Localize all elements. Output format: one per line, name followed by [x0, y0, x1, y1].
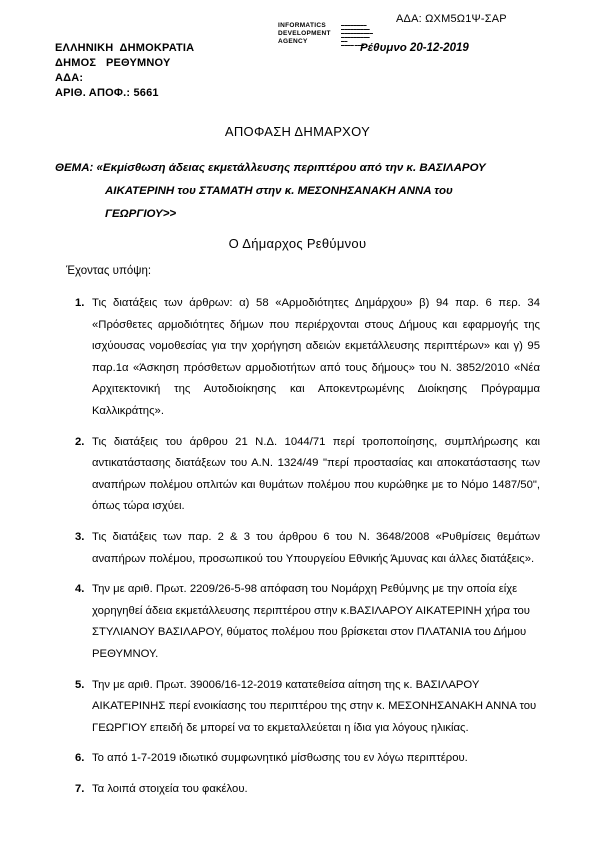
- list-item: [72, 527, 540, 570]
- subject-block: [55, 157, 515, 226]
- item-number: 7.: [75, 782, 85, 795]
- item-number: 6.: [75, 752, 85, 765]
- item-text: Τα λοιπά στοιχεία του φακέλου.: [92, 782, 248, 795]
- subject-line: ΓΕΩΡΓΙΟΥ>>: [105, 208, 177, 220]
- item-number: 1.: [75, 297, 85, 309]
- item-text: Την με αριθ. Πρωτ. 39006/16-12-2019 κατατεθείσα αίτηση της κ. ΒΑΣΙΛΑΡΟΥ ΑΙΚΑΤΕΡΙΝΗΣ περί ενοικίασης του περιπτέρου της στην κ. ΜΕΣΟΝΗΣΑΝΑΚΗ ΑΝΝΑ του ΓΕΩΡΓΙΟΥ επειδή δε μπορεί να το εκμεταλλεύεται η ίδια για λόγους ηλικίας.: [92, 678, 537, 734]
- item-text: Τις διατάξεις των παρ. 2 & 3 του άρθρου 6 του Ν. 3648/2008 «Ρυθμίσεις θεμάτων αναπήρων πολέμου, προσωπικού του Υπουργείου Εθνικής Άμυνας και άλλες διατάξεις».: [92, 530, 540, 565]
- subject-line: ΑΙΚΑΤΕΡΙΝΗ του ΣΤΑΜΑΤΗ στην κ. ΜΕΣΟΝΗΣΑΝΑΚΗ ΑΝΝΑ του: [105, 185, 453, 197]
- header-decision-number: ΑΡΙΘ. ΑΠΟΦ.: 5661: [55, 87, 159, 99]
- list-item: [72, 293, 540, 423]
- signature-metadata-smudge: ▬▬▬▬▬▬▬▬ ▬▬▬▬▬▬▬▬▬ ▬▬▬▬▬▬▬▬▬▬ ▬▬▬▬▬▬▬▬▬ ▬▬ ▬▬▬▬ ▬▬▬: [341, 23, 373, 48]
- signature-agency-label: [278, 22, 331, 46]
- list-item: [72, 675, 540, 740]
- item-number: 4.: [75, 583, 85, 596]
- considering-label: Έχοντας υπόψη:: [66, 265, 152, 277]
- list-item: [72, 748, 540, 770]
- document-title: ΑΠΟΦΑΣΗ ΔΗΜΑΡΧΟΥ: [224, 124, 371, 139]
- signature-agency-line: INFORMATICS: [278, 22, 326, 29]
- header-municipality: ΔΗΜΟΣ ΡΕΘΥΜΝΟΥ: [55, 57, 171, 69]
- header-ada: ΑΔΑ:: [55, 72, 84, 84]
- item-number: 2.: [75, 435, 85, 448]
- item-number: 5.: [75, 678, 85, 691]
- item-text: Τις διατάξεις των άρθρων: α) 58 «Αρμοδιότητες Δημάρχου» β) 94 παρ. 6 περ. 34 «Πρόσθετες αρμοδιότητες δήμων που περιέρχονται στους Δήμους και εφαρμογής της ισχύουσας νομοθεσίας για την χορήγηση αδειών εκμετάλλευσης περιπτέρων» και γ) 95 παρ.1α «Άσκηση πρόσθετων αρμοδιοτήτων από τους δήμους» του Ν. 3852/2010 «Νέα Αρχιτεκτονική της Αυτοδιοίκησης και Αποκεντρωμένης Διοίκησης Πρόγραμμα Καλλικράτης».: [92, 297, 540, 417]
- item-number: 3.: [75, 530, 85, 543]
- item-text: Το από 1-7-2019 ιδιωτικό συμφωνητικό μίσθωσης του εν λόγω περιπτέρου.: [92, 752, 468, 765]
- signature-agency-line: DEVELOPMENT: [278, 30, 331, 37]
- mayor-heading: Ο Δήμαρχος Ρεθύμνου: [228, 236, 367, 251]
- considerations-list: [72, 293, 540, 809]
- digital-signature-stamp: [278, 22, 498, 58]
- subject-line: ΘΕΜΑ: «Εκμίσθωση άδειας εκμετάλλευσης περιπτέρου από την κ. ΒΑΣΙΛΑΡΟΥ: [55, 162, 486, 174]
- header-country: ΕΛΛΗΝΙΚΗ ΔΗΜΟΚΡΑΤΙΑ: [55, 42, 195, 54]
- list-item: [72, 579, 540, 665]
- list-item: [72, 779, 540, 801]
- item-text: Την με αριθ. Πρωτ. 2209/26-5-98 απόφαση του Νομάρχη Ρεθύμνης με την οποία είχε χορηγηθεί άδεια εκμετάλλευσης περιπτέρου στην κ.ΒΑΣΙΛΑΡΟΥ ΑΙΚΑΤΕΡΙΝΗ χήρα του ΣΤΥΛΙΑΝΟΥ ΒΑΣΙΛΑΡΟΥ, θύματος πολέμου που βρίσκεται στον ΠΛΑΤΑΝΙΑ του Δήμου ΡΕΘΥΜΝΟΥ.: [92, 583, 530, 660]
- signature-agency-line: AGENCY: [278, 38, 308, 45]
- list-item: [72, 432, 540, 518]
- authority-header: [55, 41, 194, 101]
- ada-code-top: ΑΔΑ: ΩΧΜ5Ω1Ψ-ΣΑΡ: [396, 13, 507, 25]
- signature-date: Ρέθυμνο 20-12-2019: [360, 42, 469, 54]
- item-text: Τις διατάξεις του άρθρου 21 Ν.Δ. 1044/71 περί τροποποίησης, συμπλήρωσης και αντικατάστασης διατάξεων του Α.Ν. 1324/49 "περί προστασίας και αποκατάστασης των αναπήρων πολέμου οπλιτών και θυμάτων πολέμου που κυρώθηκε με το Νόμο 1487/50", όπως τώρα ισχύει.: [92, 435, 540, 513]
